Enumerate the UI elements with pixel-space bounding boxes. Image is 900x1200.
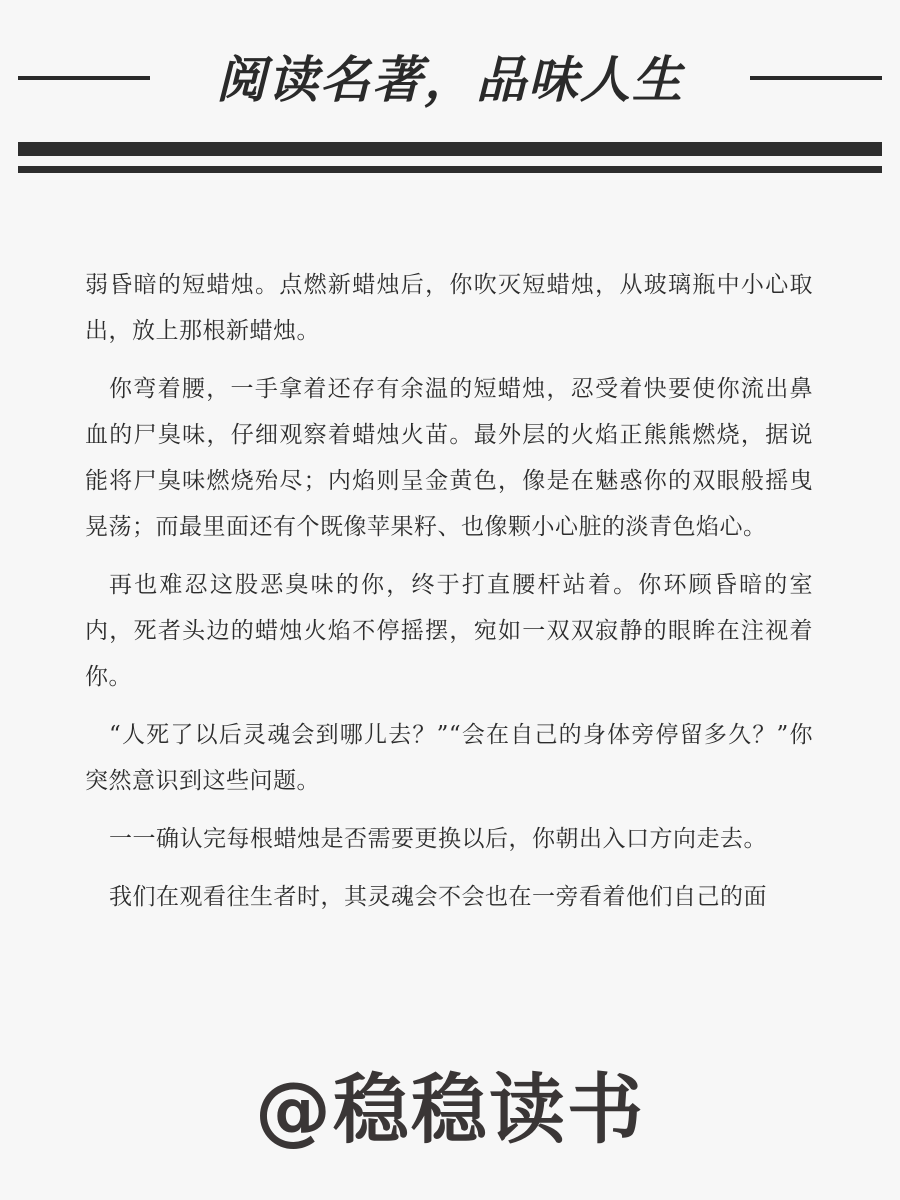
header-banner	[0, 40, 900, 120]
paragraph: 我们在观看往生者时，其灵魂会不会也在一旁看着他们自己的面	[109, 884, 767, 910]
paragraph: 弱昏暗的短蜡烛。点燃新蜡烛后，你吹灭短蜡烛，从玻璃瓶中小心取出，放上那根新蜡烛。	[85, 272, 813, 344]
footer-watermark: @稳稳读书	[255, 1065, 645, 1154]
paragraph: 你弯着腰，一手拿着还存有余温的短蜡烛，忍受着快要使你流出鼻血的尸臭味，仔细观察着蜡烛火苗。最外层的火焰正熊熊燃烧，据说能将尸臭味燃烧殆尽；内焰则呈金黄色，像是在魅惑你的双眼般摇曳晃荡；而最里面还有个既像苹果籽、也像颗小心脏的淡青色焰心。	[85, 376, 813, 540]
header-title: 阅读名著，品味人生	[216, 51, 684, 109]
paragraph: 一一确认完每根蜡烛是否需要更换以后，你朝出入口方向走去。	[109, 826, 767, 852]
header-rule-left	[18, 76, 150, 80]
header-rule-right	[750, 76, 882, 80]
paragraph: 再也难忍这股恶臭味的你，终于打直腰杆站着。你环顾昏暗的室内，死者头边的蜡烛火焰不停摇摆，宛如一双双寂静的眼眸在注视着你。	[85, 572, 813, 690]
article-body	[85, 262, 813, 932]
paragraph: “人死了以后灵魂会到哪儿去？”“会在自己的身体旁停留多久？”你突然意识到这些问题。	[85, 722, 813, 794]
header-divider-thick	[18, 142, 882, 156]
header-divider-thin	[18, 166, 882, 173]
